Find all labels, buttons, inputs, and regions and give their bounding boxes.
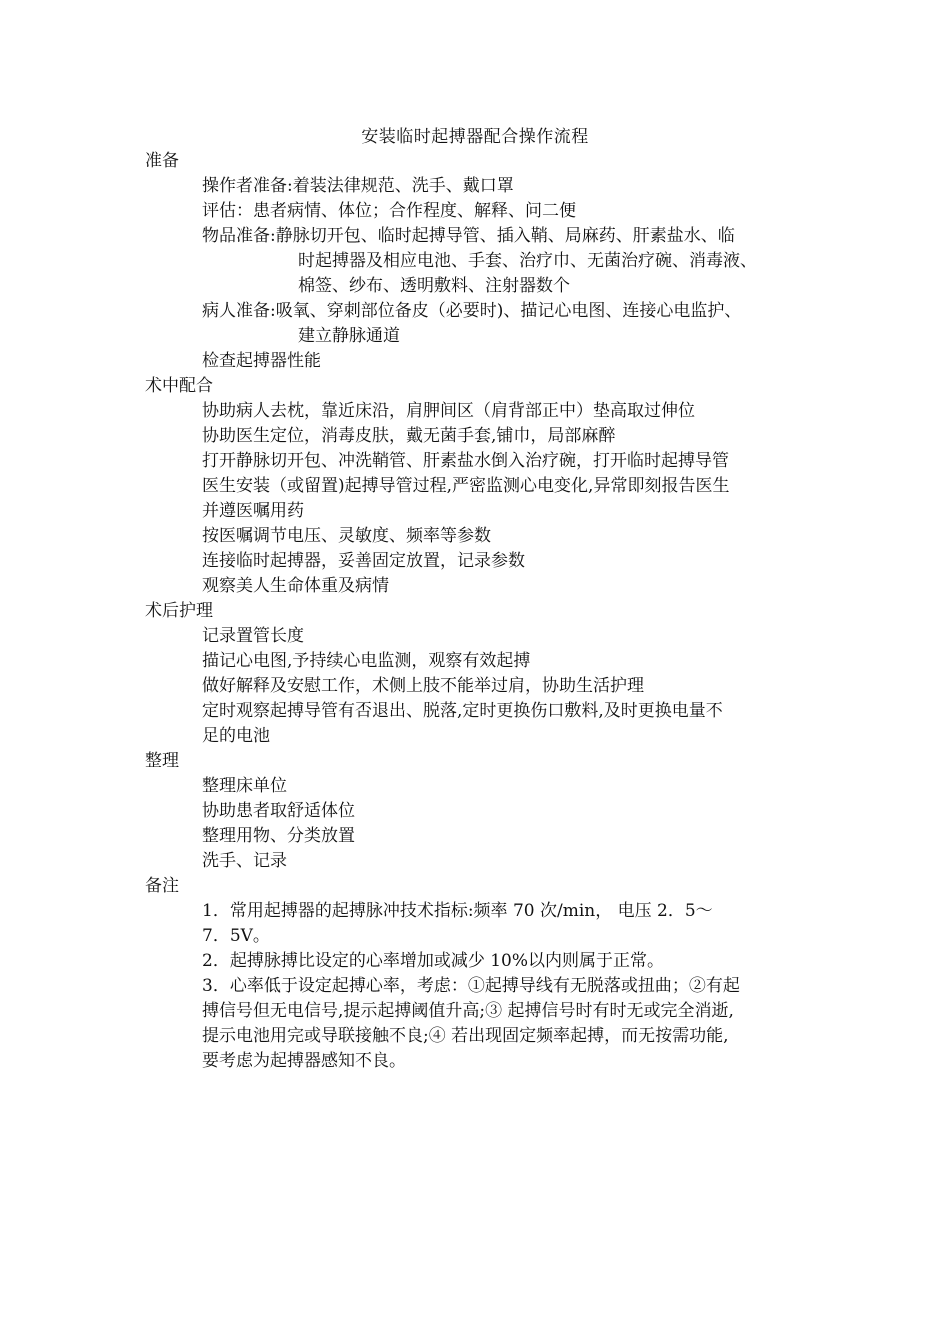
section-heading: 术中配合 [145,376,213,396]
list-item [145,349,815,374]
list-item [145,774,815,799]
list-item [145,649,815,674]
list-item [145,449,815,474]
list-item [145,399,815,424]
item-line: 协助医生定位，消毒皮肤，戴无菌手套,铺巾，局部麻醉 [202,426,616,446]
list-item [145,974,815,1074]
item-line: 要考虑为起搏器感知不良。 [202,1051,406,1071]
item-line: 搏信号但无电信号,提示起搏阈值升高;③ 起搏信号时有时无或完全消逝, [202,1001,734,1021]
list-item [145,824,815,849]
item-line: 定时观察起搏导管有否退出、脱落,定时更换伤口敷料,及时更换电量不 [202,701,723,721]
list-item [145,299,815,349]
item-line: 1．常用起搏器的起搏脉冲技术指标:频率 70 次/min， 电压 2．5～ [202,901,713,921]
item-line: 连接临时起搏器，妥善固定放置，记录参数 [202,551,525,571]
list-item [145,424,815,449]
list-item [145,624,815,649]
item-line: 整理床单位 [202,776,287,796]
document-title: 安装临时起搏器配合操作流程 [361,127,589,147]
item-line: 协助病人去枕，靠近床沿，肩胛间区（肩背部正中）垫高取过伸位 [202,401,695,421]
list-item [145,674,815,699]
list-item [145,949,815,974]
section-heading: 准备 [145,151,179,171]
item-line: 2．起搏脉搏比设定的心率增加或减少 10%以内则属于正常。 [202,951,665,971]
list-item [145,574,815,599]
item-line: 物品准备:静脉切开包、临时起搏导管、插入鞘、局麻药、肝素盐水、临 [202,226,735,246]
item-line: 病人准备:吸氧、穿刺部位备皮（必要时)、描记心电图、连接心电监护、 [202,301,742,321]
list-item [145,224,815,299]
list-item [145,199,815,224]
item-line: 观察美人生命体重及病情 [202,576,389,596]
list-item [145,474,815,524]
item-line: 描记心电图,予持续心电监测，观察有效起搏 [202,651,531,671]
section-heading: 整理 [145,751,179,771]
document-body [145,149,815,1074]
list-item [145,849,815,874]
item-continuation-line: 棉签、纱布、透明敷料、注射器数个 [298,276,570,296]
item-line: 按医嘱调节电压、灵敏度、频率等参数 [202,526,491,546]
list-item [145,899,815,949]
item-line: 评估：患者病情、体位；合作程度、解释、问二便 [202,201,576,221]
item-line: 检查起搏器性能 [202,351,321,371]
list-item [145,549,815,574]
item-line: 足的电池 [202,726,270,746]
item-line: 提示电池用完或导联接触不良;④ 若出现固定频率起搏，而无按需功能, [202,1026,729,1046]
item-line: 医生安装（或留置)起搏导管过程,严密监测心电变化,异常即刻报告医生 [202,476,730,496]
item-continuation-line: 建立静脉通道 [298,326,400,346]
list-item [145,524,815,549]
section-heading: 术后护理 [145,601,213,621]
item-line: 记录置管长度 [202,626,304,646]
section-heading: 备注 [145,876,179,896]
list-item [145,799,815,824]
item-line: 洗手、记录 [202,851,287,871]
item-line: 协助患者取舒适体位 [202,801,355,821]
item-line: 7．5V。 [202,926,270,946]
item-line: 并遵医嘱用药 [202,501,304,521]
list-item [145,174,815,199]
item-line: 做好解释及安慰工作，术侧上肢不能举过肩，协助生活护理 [202,676,644,696]
item-line: 3．心率低于设定起搏心率，考虑：①起搏导线有无脱落或扭曲；②有起 [202,976,740,996]
item-line: 操作者准备:着装法律规范、洗手、戴口罩 [202,176,514,196]
item-continuation-line: 时起搏器及相应电池、手套、治疗巾、无菌治疗碗、消毒液、 [298,251,757,271]
list-item [145,699,815,749]
item-line: 整理用物、分类放置 [202,826,355,846]
item-line: 打开静脉切开包、冲洗鞘管、肝素盐水倒入治疗碗，打开临时起搏导管 [202,451,729,471]
